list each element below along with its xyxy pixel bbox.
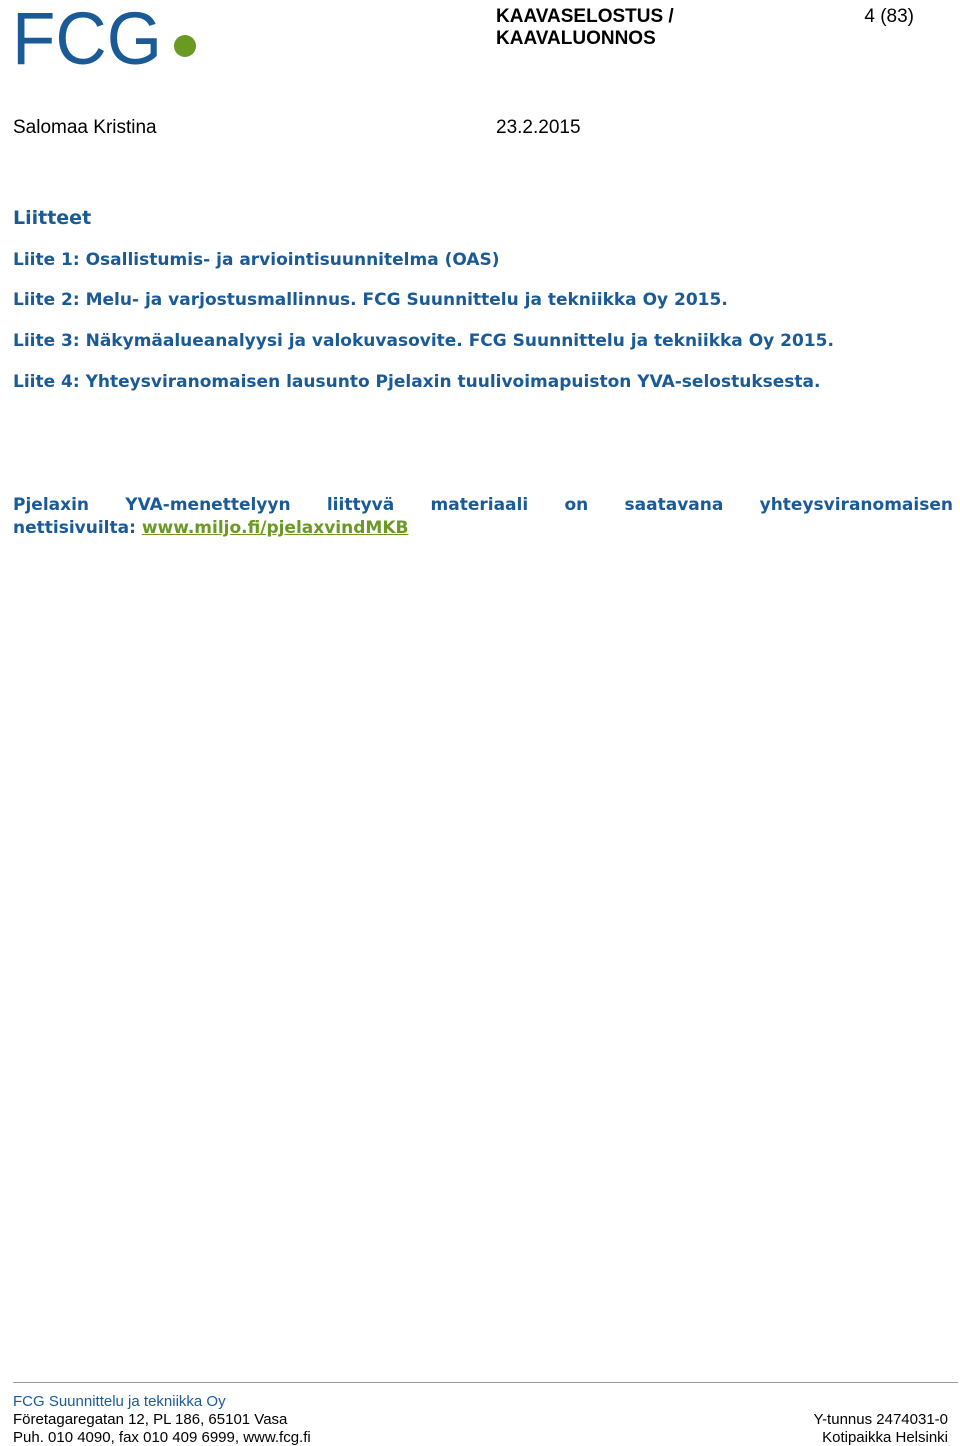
footer-business-id: Y-tunnus 2474031-0: [813, 1411, 948, 1428]
availability-note: [13, 494, 953, 540]
logo-text: FCG: [12, 4, 162, 68]
attachment-item: Liite 4: Yhteysviranomaisen lausunto Pjelaxin tuulivoimapuiston YVA-selostuksesta.: [13, 372, 821, 392]
footer-domicile: Kotipaikka Helsinki: [822, 1429, 948, 1446]
note-word: yhteysviranomaisen: [759, 495, 953, 515]
note-word: Pjelaxin: [13, 495, 90, 515]
author-name: Salomaa Kristina: [13, 117, 157, 138]
document-type-line2: KAAVALUONNOS: [496, 28, 656, 49]
note-word: materiaali: [430, 495, 529, 515]
fcg-logo: [12, 4, 202, 68]
footer-address: Företagaregatan 12, PL 186, 65101 Vasa: [13, 1411, 288, 1428]
note-word: on: [564, 495, 589, 515]
page-number: 4 (83): [864, 6, 914, 27]
availability-note-line1: [13, 494, 953, 517]
document-date: 23.2.2015: [496, 117, 581, 138]
document-type: [496, 6, 674, 50]
attachment-item: Liite 1: Osallistumis- ja arviointisuunnitelma (OAS): [13, 250, 500, 270]
miljo-link[interactable]: www.miljo.fi/pjelaxvindMKB: [141, 518, 409, 538]
attachments-heading: Liitteet: [13, 207, 92, 229]
note-word: saatavana: [624, 495, 724, 515]
document-type-line1: KAAVASELOSTUS /: [496, 6, 674, 27]
logo-dot: [174, 35, 196, 57]
footer-divider: [13, 1382, 958, 1383]
attachment-item: Liite 3: Näkymäalueanalyysi ja valokuvasovite. FCG Suunnittelu ja tekniikka Oy 2015.: [13, 331, 834, 351]
note-word: liittyvä: [326, 495, 395, 515]
attachment-item: Liite 2: Melu- ja varjostusmallinnus. FCG Suunnittelu ja tekniikka Oy 2015.: [13, 290, 728, 310]
footer-company: FCG Suunnittelu ja tekniikka Oy: [13, 1393, 226, 1410]
availability-note-line2: [13, 517, 953, 540]
footer-contact: Puh. 010 4090, fax 010 409 6999, www.fcg.fi: [13, 1429, 311, 1446]
note-line2-text: nettisivuilta:: [13, 518, 142, 538]
note-word: YVA-menettelyyn: [125, 495, 291, 515]
